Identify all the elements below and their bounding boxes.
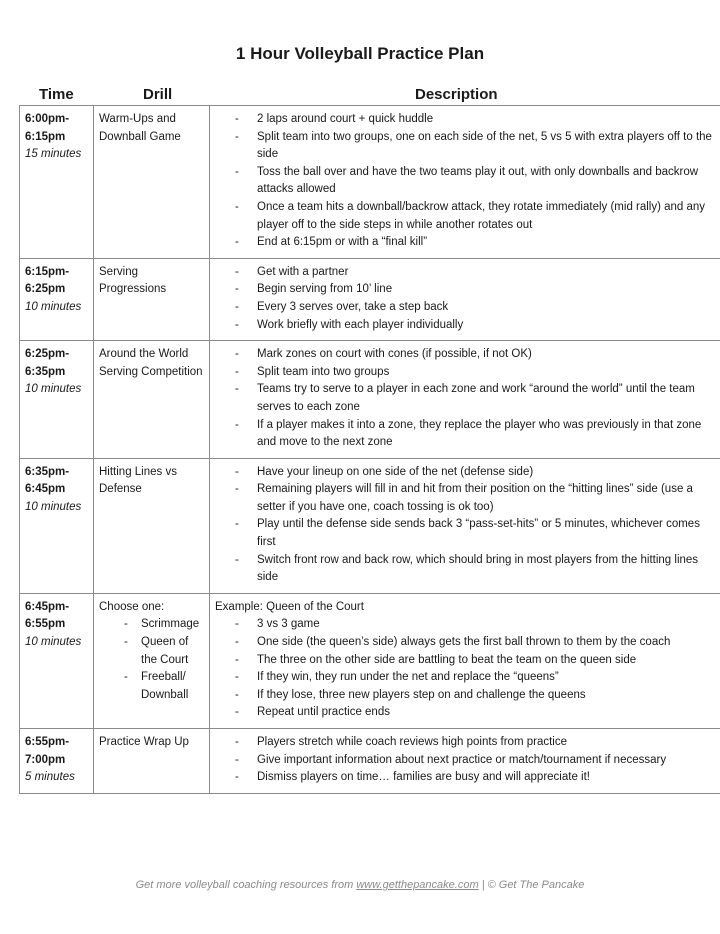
time-cell: [20, 106, 94, 259]
table-row: [20, 593, 720, 728]
drill-choices: [99, 616, 205, 704]
description-cell: [210, 341, 720, 459]
duration: 10 minutes: [25, 383, 82, 396]
list-item: - The three on the other side are battling to beat the team on the queen side: [215, 652, 716, 670]
drill-name: Warm-Ups and Downball Game: [99, 113, 181, 143]
drill-name: Around the World Serving Competition: [99, 348, 203, 378]
description-list: [215, 264, 716, 334]
duration: 15 minutes: [25, 148, 82, 161]
time-cell: [20, 593, 94, 728]
plan-body: [20, 106, 720, 794]
drill-choice: - Freeball/ Downball: [99, 669, 205, 704]
list-item: - Every 3 serves over, take a step back: [215, 299, 716, 317]
description-list: [215, 616, 716, 722]
list-item: - End at 6:15pm or with a “final kill”: [215, 234, 716, 252]
time-cell: [20, 458, 94, 593]
drill-name: Choose one:: [99, 600, 165, 613]
description-cell: [210, 729, 720, 794]
list-item: - If they win, they run under the net and replace the “queens”: [215, 669, 716, 687]
footer-suffix: | © Get The Pancake: [481, 879, 585, 891]
table-row: [20, 458, 720, 593]
drill-cell: [94, 458, 210, 593]
list-item: - Toss the ball over and have the two teams play it out, with only downballs and backrow attacks allowed: [215, 164, 716, 199]
header-description: Description: [415, 86, 498, 103]
duration: 10 minutes: [25, 636, 82, 649]
list-item: - Dismiss players on time… families are busy and will appreciate it!: [215, 769, 716, 787]
time-end: 6:15pm: [25, 130, 66, 143]
drill-name: Hitting Lines vs Defense: [99, 465, 177, 496]
time-end: 6:25pm: [25, 283, 66, 296]
list-item: - Mark zones on court with cones (if possible, if not OK): [215, 346, 716, 364]
time-end: 7:00pm: [25, 753, 66, 766]
list-item: - Teams try to serve to a player in each zone and work “around the world” until the team serves to each zone: [215, 381, 716, 416]
list-item: - Have your lineup on one side of the net (defense side): [215, 464, 716, 482]
list-item: - Begin serving from 10’ line: [215, 281, 716, 299]
duration: 10 minutes: [25, 500, 82, 513]
description-list: [215, 111, 716, 252]
description-list: [215, 464, 716, 587]
drill-name: Practice Wrap Up: [99, 736, 189, 748]
header-drill: Drill: [143, 86, 173, 103]
time-end: 6:55pm: [25, 618, 66, 631]
description-list: [215, 346, 716, 452]
description-list: [215, 734, 716, 787]
drill-choice: - Scrimmage: [99, 616, 205, 634]
drill-name: Serving Progressions: [99, 265, 167, 296]
time-cell: [20, 341, 94, 459]
list-item: - Players stretch while coach reviews high points from practice: [215, 734, 716, 752]
drill-cell: [94, 106, 210, 259]
time-start: 6:45pm-: [25, 600, 70, 613]
list-item: - If they lose, three new players step on and challenge the queens: [215, 687, 716, 705]
list-item: - Give important information about next practice or match/tournament if necessary: [215, 752, 716, 770]
list-item: - Get with a partner: [215, 264, 716, 282]
time-end: 6:35pm: [25, 365, 66, 378]
list-item: - Work briefly with each player individually: [215, 317, 716, 335]
description-cell: [210, 106, 720, 259]
table-row: [20, 106, 720, 259]
list-item: - Once a team hits a downball/backrow attack, they rotate immediately (mid rally) and any player off to the side steps in while another rotates out: [215, 199, 716, 234]
table-row: [20, 258, 720, 340]
list-item: - Remaining players will fill in and hit from their position on the “hitting lines” side (use a setter if you have one, coach tossing is ok too): [215, 481, 716, 516]
list-item: - Switch front row and back row, which should bring in most players from the hitting lines side: [215, 552, 716, 587]
time-start: 6:15pm-: [25, 265, 70, 278]
list-item: - If a player makes it into a zone, they replace the player who was previously in that zone and move to the next zone: [215, 417, 716, 452]
page-title: 1 Hour Volleyball Practice Plan: [235, 44, 485, 63]
description-cell: [210, 458, 720, 593]
footer: [0, 879, 720, 891]
list-item: - One side (the queen’s side) always gets the first ball thrown to them by the coach: [215, 634, 716, 652]
list-item: - Split team into two groups, one on each side of the net, 5 vs 5 with extra players off to the side: [215, 129, 716, 164]
time-cell: [20, 729, 94, 794]
footer-link[interactable]: www.getthepancake.com: [356, 879, 479, 891]
drill-cell: [94, 729, 210, 794]
table-row: [20, 341, 720, 459]
list-item: - Play until the defense side sends back 3 “pass-set-hits” or 5 minutes, whichever comes first: [215, 516, 716, 551]
table-row: [20, 729, 720, 794]
drill-cell: [94, 593, 210, 728]
time-start: 6:25pm-: [25, 348, 70, 361]
description-cell: [210, 258, 720, 340]
time-start: 6:35pm-: [25, 465, 70, 478]
list-item: - Repeat until practice ends: [215, 704, 716, 722]
drill-cell: [94, 258, 210, 340]
time-end: 6:45pm: [25, 483, 66, 496]
list-item: - 2 laps around court + quick huddle: [215, 111, 716, 129]
practice-plan-table: [19, 105, 720, 794]
description-cell: [210, 593, 720, 728]
example-label: Example: Queen of the Court: [215, 600, 364, 613]
footer-prefix: Get more volleyball coaching resources from: [135, 879, 354, 891]
time-start: 6:00pm-: [25, 113, 70, 125]
duration: 10 minutes: [25, 300, 82, 313]
drill-choice: - Queen of the Court: [99, 634, 205, 669]
list-item: - 3 vs 3 game: [215, 616, 716, 634]
time-cell: [20, 258, 94, 340]
drill-cell: [94, 341, 210, 459]
duration: 5 minutes: [25, 771, 75, 784]
header-time: Time: [39, 86, 74, 103]
list-item: - Split team into two groups: [215, 364, 716, 382]
time-start: 6:55pm-: [25, 736, 70, 748]
